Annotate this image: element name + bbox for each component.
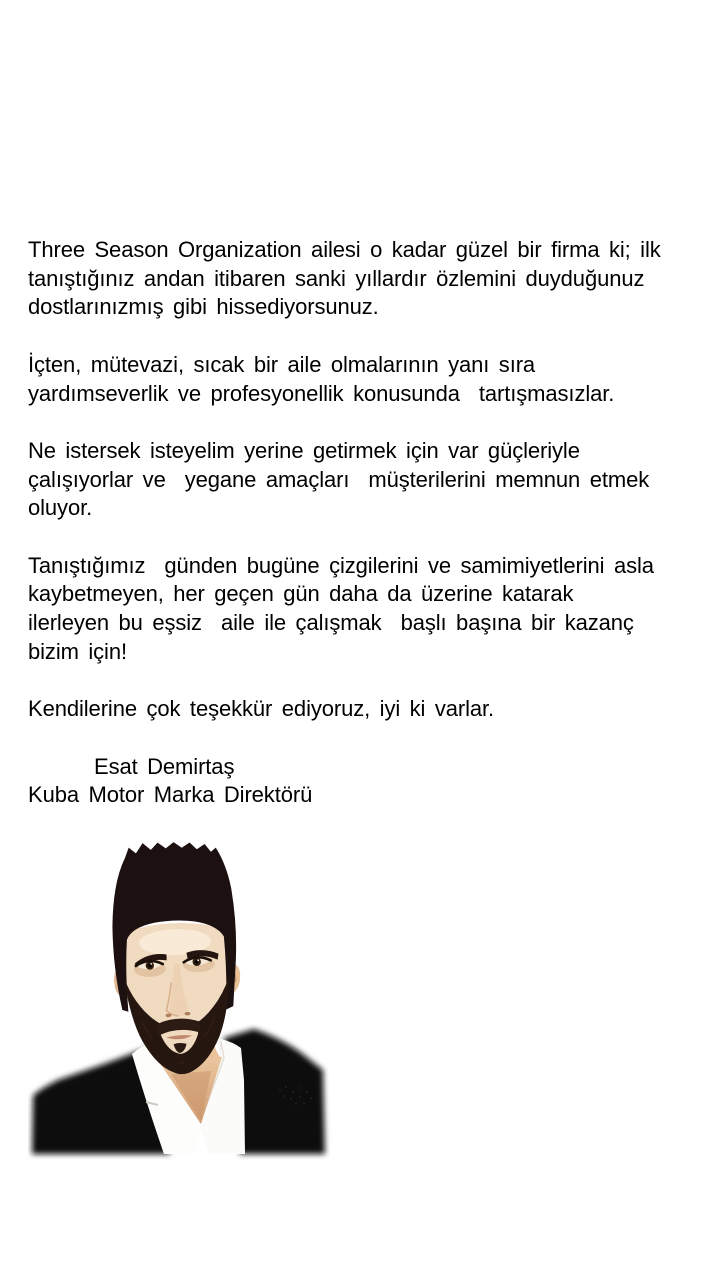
- text-line: dostlarınızmış gibi hissediyorsunuz.: [28, 294, 379, 320]
- testimonial-text: [28, 236, 704, 810]
- text-line: Kendilerine çok teşekkür ediyoruz, iyi ki varlar.: [28, 696, 495, 722]
- text-line: kaybetmeyen, her geçen gün daha da üzerine katarak: [28, 581, 574, 607]
- paragraph-4: [28, 552, 704, 667]
- text-line: tanıştığınız andan itibaren sanki yıllardır özlemini duyduğunuz: [28, 265, 645, 291]
- text-line: çalışıyorlar ve yegane amaçları müşterilerini memnun etmek: [28, 466, 650, 492]
- text-line: yardımseverlik ve profesyonellik konusunda tartışmasızlar.: [28, 380, 615, 406]
- text-line: bizim için!: [28, 638, 127, 664]
- paragraph-5: [28, 695, 704, 724]
- text-line: Ne istersek isteyelim yerine getirmek için var güçleriyle: [28, 437, 580, 463]
- portrait-svg: [28, 840, 334, 1162]
- signature-name: Esat Demirtaş: [94, 753, 235, 779]
- paragraph-1: [28, 236, 704, 322]
- signature-title: Kuba Motor Marka Direktörü: [28, 782, 313, 808]
- text-line: İçten, mütevazi, sıcak bir aile olmalarının yanı sıra: [28, 351, 536, 377]
- portrait-photo: [28, 840, 334, 1162]
- paragraph-2: [28, 351, 704, 408]
- text-line: Three Season Organization ailesi o kadar güzel bir firma ki; ilk: [28, 237, 661, 262]
- text-line: oluyor.: [28, 495, 93, 521]
- paragraph-3: [28, 437, 704, 523]
- signature-block: [28, 753, 704, 810]
- text-line: Tanıştığımız günden bugüne çizgilerini ve samimiyetlerini asla: [28, 552, 654, 578]
- text-line: ilerleyen bu eşsiz aile ile çalışmak başlı başına bir kazanç: [28, 610, 634, 636]
